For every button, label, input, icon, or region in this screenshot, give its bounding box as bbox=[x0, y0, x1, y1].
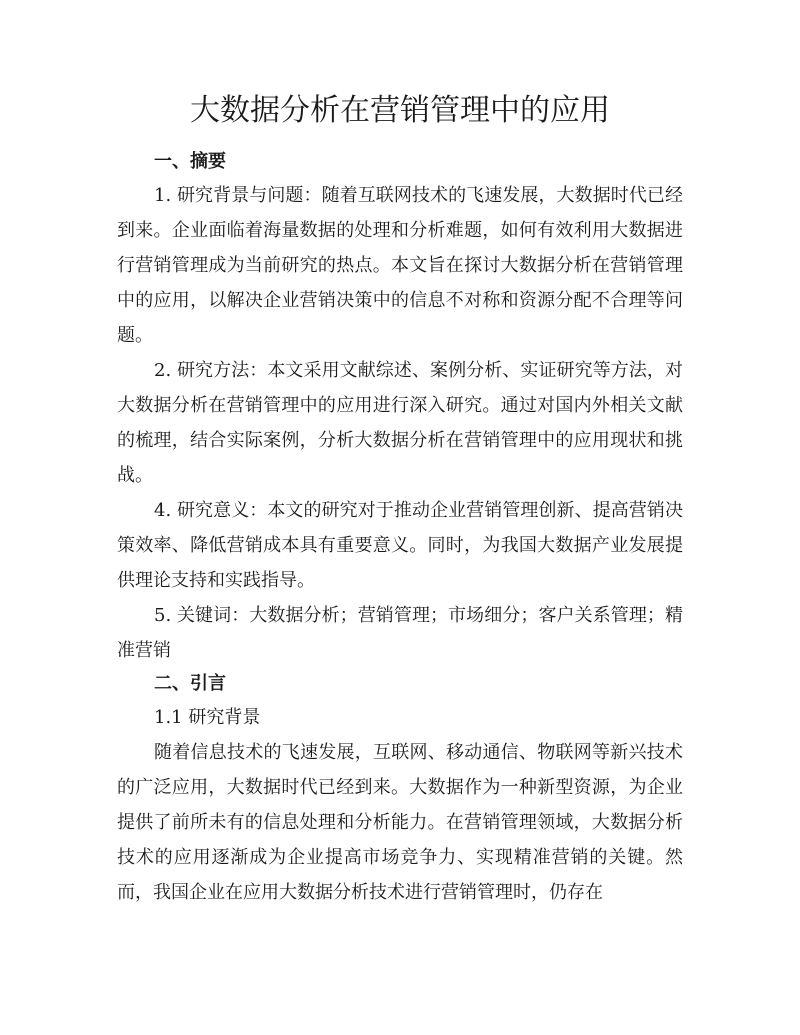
document-title: 大数据分析在营销管理中的应用 bbox=[190, 93, 610, 128]
abstract-heading: 一、摘要 bbox=[154, 151, 226, 172]
paragraph-keywords: 5. 关键词：大数据分析；营销管理；市场细分；客户关系管理；精准营销 bbox=[117, 605, 683, 661]
paragraph-research-significance: 4. 研究意义：本文的研究对于推动企业营销管理创新、提高营销决策效率、降低营销成本具有重要意义。同时，为我国大数据产业发展提供理论支持和实践指导。 bbox=[117, 500, 683, 591]
introduction-heading: 二、引言 bbox=[154, 673, 226, 694]
paragraph-introduction-background: 随着信息技术的飞速发展，互联网、移动通信、物联网等新兴技术的广泛应用，大数据时代已经到来。大数据作为一种新型资源，为企业提供了前所未有的信息处理和分析能力。在营销管理领域，大数据分析技术的应用逐渐成为企业提高市场竞争力、实现精准营销的关键。然而，我国企业在应用大数据分析技术进行营销管理时，仍存在 bbox=[117, 742, 683, 903]
document-page bbox=[117, 88, 683, 910]
paragraph-research-methods: 2. 研究方法：本文采用文献综述、案例分析、实证研究等方法，对大数据分析在营销管理中的应用进行深入研究。通过对国内外相关文献的梳理，结合实际案例，分析大数据分析在营销管理中的应用现状和挑战。 bbox=[117, 360, 683, 486]
subsection-heading-research-background: 1.1 研究背景 bbox=[154, 707, 261, 728]
paragraph-research-background: 1. 研究背景与问题：随着互联网技术的飞速发展，大数据时代已经到来。企业面临着海量数据的处理和分析难题，如何有效利用大数据进行营销管理成为当前研究的热点。本文旨在探讨大数据分析在营销管理中的应用，以解决企业营销决策中的信息不对称和资源分配不合理等问题。 bbox=[117, 185, 683, 346]
